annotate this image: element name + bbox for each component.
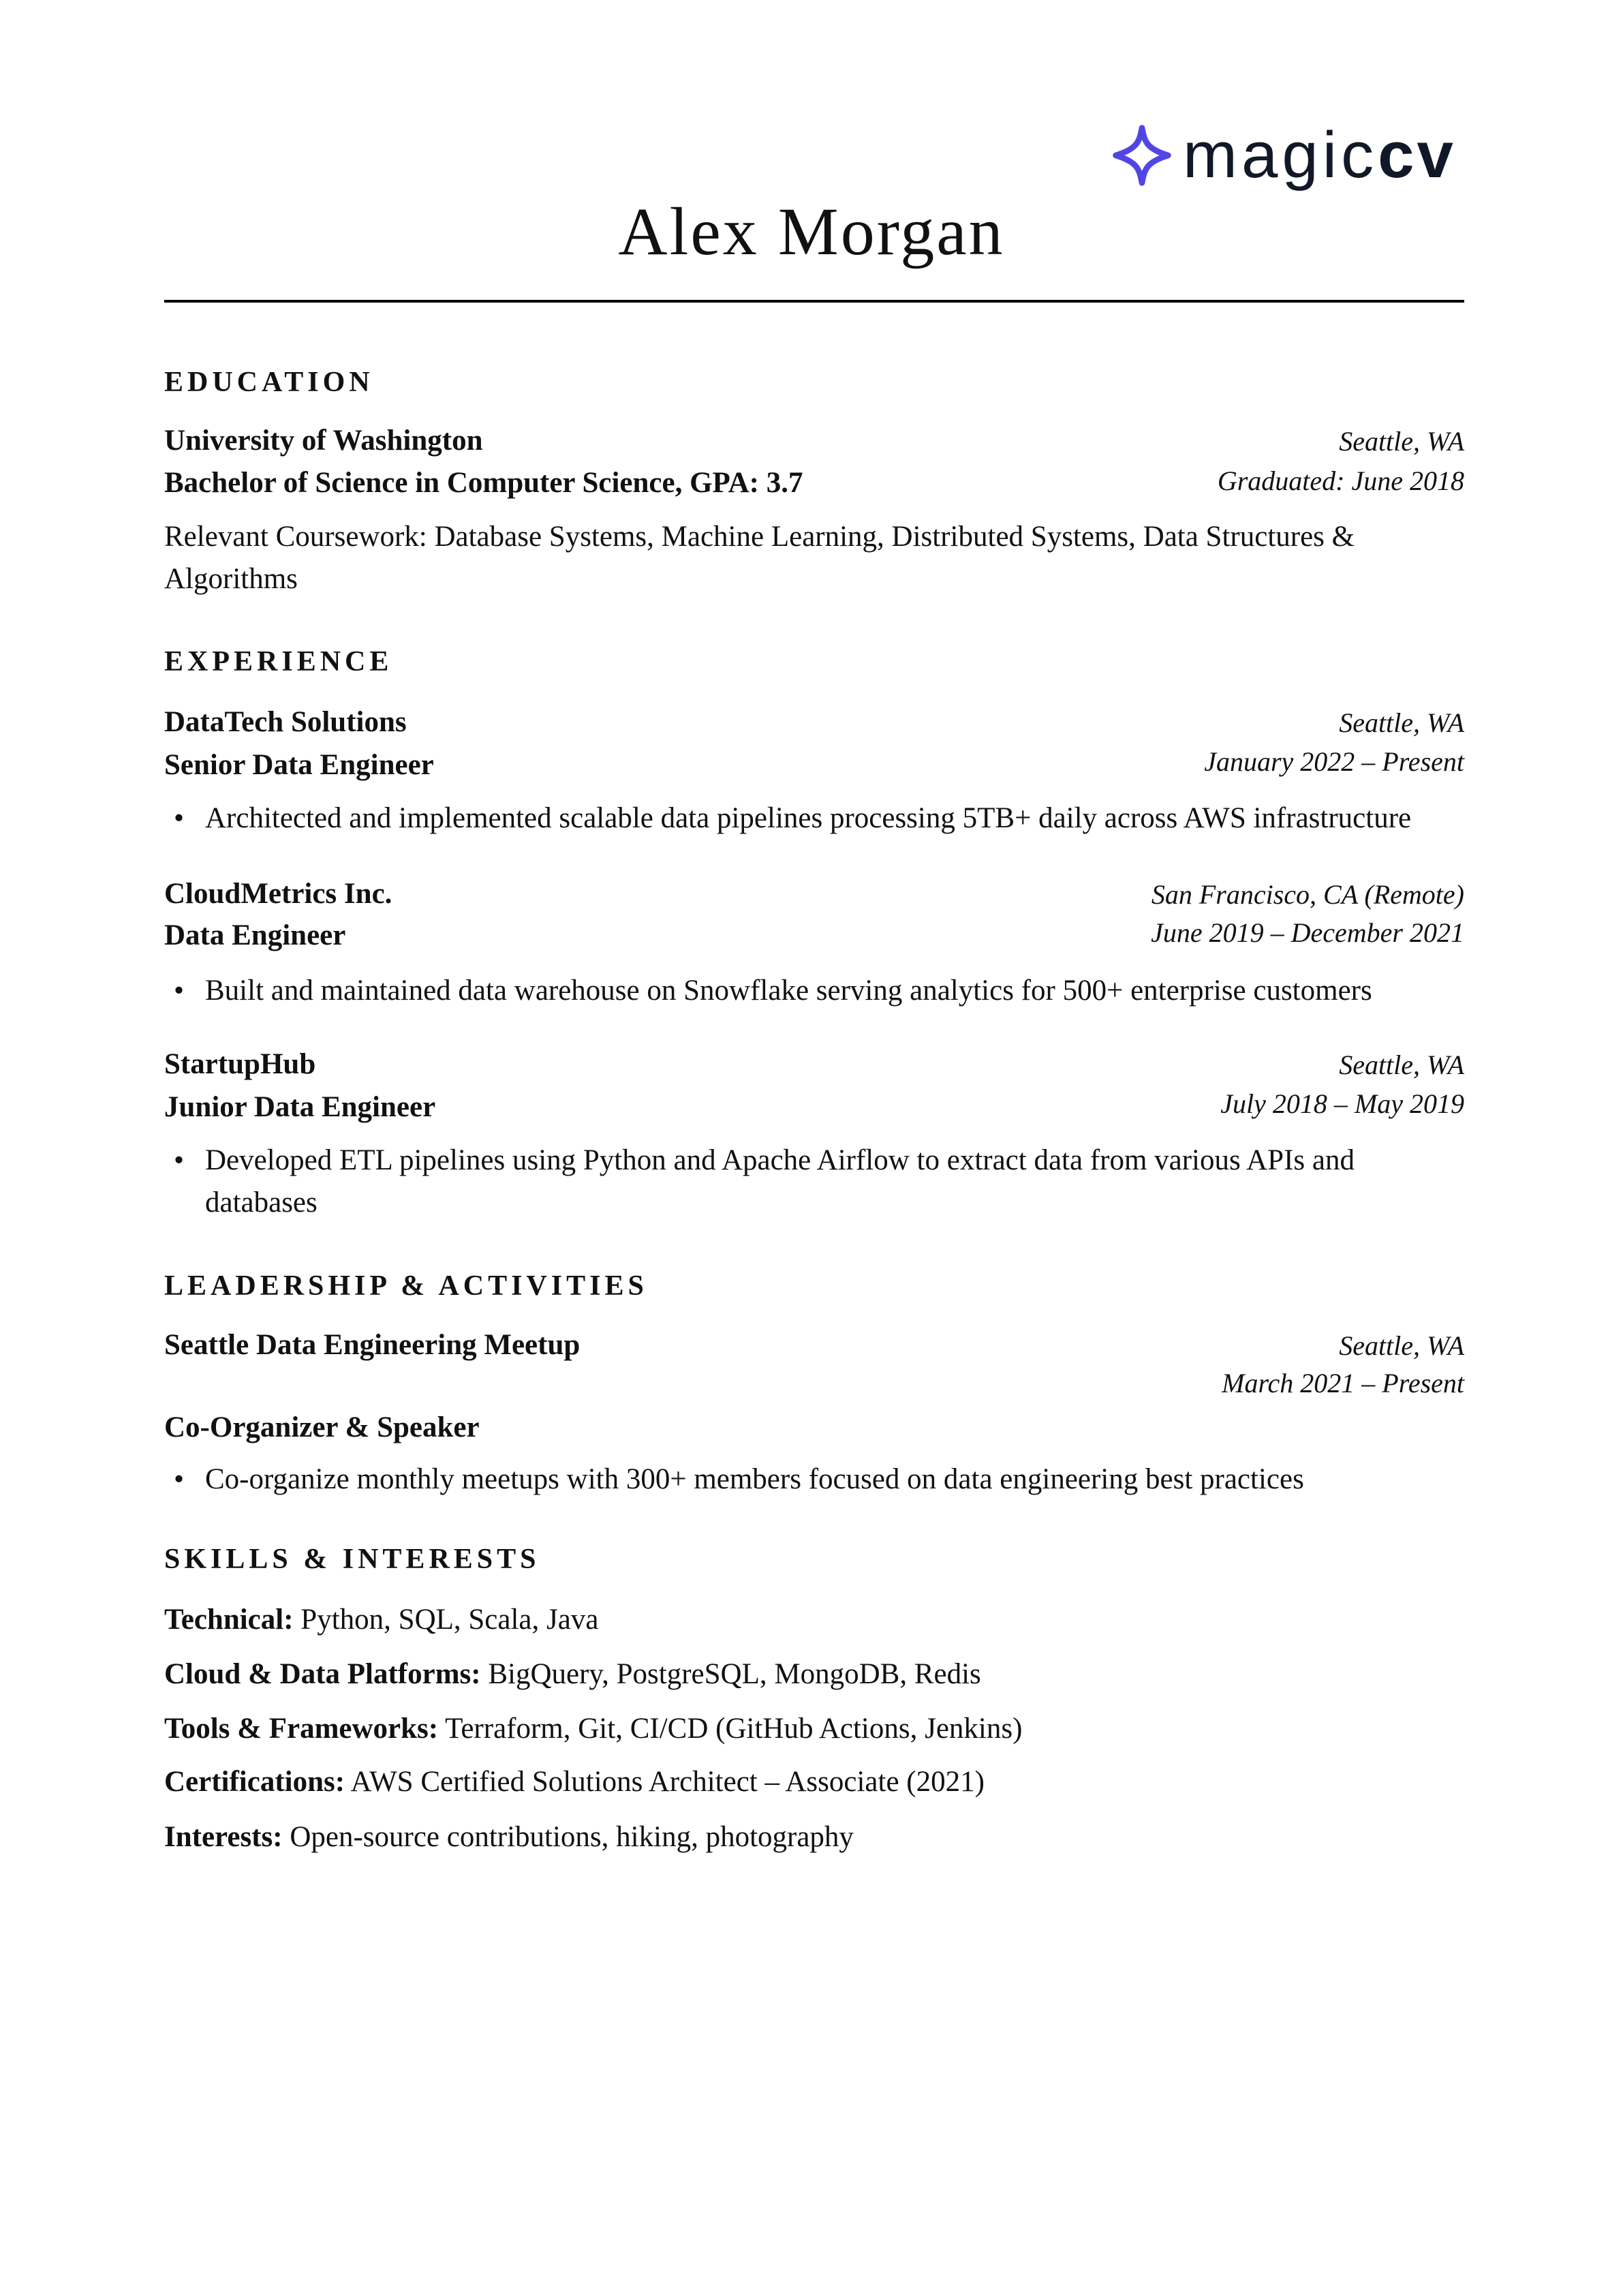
job-role: Senior Data Engineer: [164, 749, 434, 781]
bullet-text: Architected and implemented scalable data pipelines processing 5TB+ daily across AWS infrastructure: [205, 802, 1412, 834]
skill-row-certifications: [164, 1764, 985, 1800]
job-location: San Francisco, CA (Remote): [1151, 879, 1464, 910]
section-title-leadership: LEADERSHIP & ACTIVITIES: [164, 1270, 648, 1302]
logo-wordmark: [1183, 119, 1456, 192]
skill-value: BigQuery, PostgreSQL, MongoDB, Redis: [480, 1658, 981, 1690]
job-bullet: [164, 797, 1464, 840]
school-location: Seattle, WA: [1339, 426, 1464, 457]
skill-value: Open-source contributions, hiking, photography: [282, 1821, 854, 1853]
bullet-text: Developed ETL pipelines using Python and Apache Airflow to extract data from various APIs and databases: [205, 1144, 1355, 1219]
leadership-role: Co-Organizer & Speaker: [164, 1411, 480, 1443]
sparkle-star-icon: [1109, 123, 1175, 188]
skill-label: Interests:: [164, 1821, 283, 1853]
bullet-text: Co-organize monthly meetups with 300+ members focused on data engineering best practices: [205, 1463, 1304, 1495]
candidate-name: Alex Morgan: [618, 194, 1005, 269]
organization-location: Seattle, WA: [1339, 1330, 1464, 1361]
bullet-dot-icon: •: [174, 1144, 185, 1176]
job-role: Junior Data Engineer: [164, 1091, 436, 1123]
section-title-skills: SKILLS & INTERESTS: [164, 1544, 540, 1575]
graduation-date: Graduated: June 2018: [1217, 465, 1464, 496]
skill-value: Python, SQL, Scala, Java: [293, 1604, 599, 1636]
bullet-dot-icon: •: [174, 1463, 185, 1495]
school-name: University of Washington: [164, 425, 483, 457]
skill-row-tools: [164, 1711, 1022, 1747]
job-location: Seattle, WA: [1339, 707, 1464, 738]
company-name: CloudMetrics Inc.: [164, 878, 392, 910]
magiccv-logo: [1109, 119, 1456, 192]
bullet-dot-icon: •: [174, 975, 185, 1007]
skill-value: AWS Certified Solutions Architect – Associate (2021): [345, 1766, 985, 1798]
bullet-dot-icon: •: [174, 802, 185, 834]
skill-row-cloud: [164, 1657, 981, 1692]
company-name: StartupHub: [164, 1048, 316, 1080]
skill-label: Technical:: [164, 1604, 294, 1636]
coursework: Relevant Coursework: Database Systems, Machine Learning, Distributed Systems, Data Structures & Algorithms: [164, 521, 1355, 595]
company-name: DataTech Solutions: [164, 706, 407, 738]
skill-value: Terraform, Git, CI/CD (GitHub Actions, Jenkins): [438, 1713, 1023, 1745]
header-divider: [164, 300, 1464, 303]
skill-row-technical: [164, 1602, 598, 1638]
organization-name: Seattle Data Engineering Meetup: [164, 1329, 581, 1361]
job-bullet: [164, 970, 1464, 1012]
job-dates: July 2018 – May 2019: [1220, 1088, 1464, 1119]
job-bullet: [164, 1139, 1464, 1224]
bullet-text: Built and maintained data warehouse on Snowflake serving analytics for 500+ enterprise customers: [205, 975, 1372, 1007]
skill-label: Tools & Frameworks:: [164, 1713, 439, 1745]
skill-label: Cloud & Data Platforms:: [164, 1658, 481, 1690]
skill-row-interests: [164, 1820, 854, 1855]
organization-dates: March 2021 – Present: [1222, 1368, 1464, 1398]
skill-label: Certifications:: [164, 1766, 345, 1798]
logo-text-bold: cv: [1378, 119, 1456, 192]
section-title-experience: EXPERIENCE: [164, 646, 393, 677]
job-dates: January 2022 – Present: [1204, 746, 1464, 777]
leadership-bullet: [164, 1458, 1464, 1501]
degree: Bachelor of Science in Computer Science, GPA: 3.7: [164, 467, 803, 499]
job-dates: June 2019 – December 2021: [1151, 917, 1464, 948]
logo-text-regular: magic: [1183, 119, 1378, 192]
section-title-education: EDUCATION: [164, 367, 374, 398]
job-location: Seattle, WA: [1339, 1050, 1464, 1080]
job-role: Data Engineer: [164, 919, 346, 951]
